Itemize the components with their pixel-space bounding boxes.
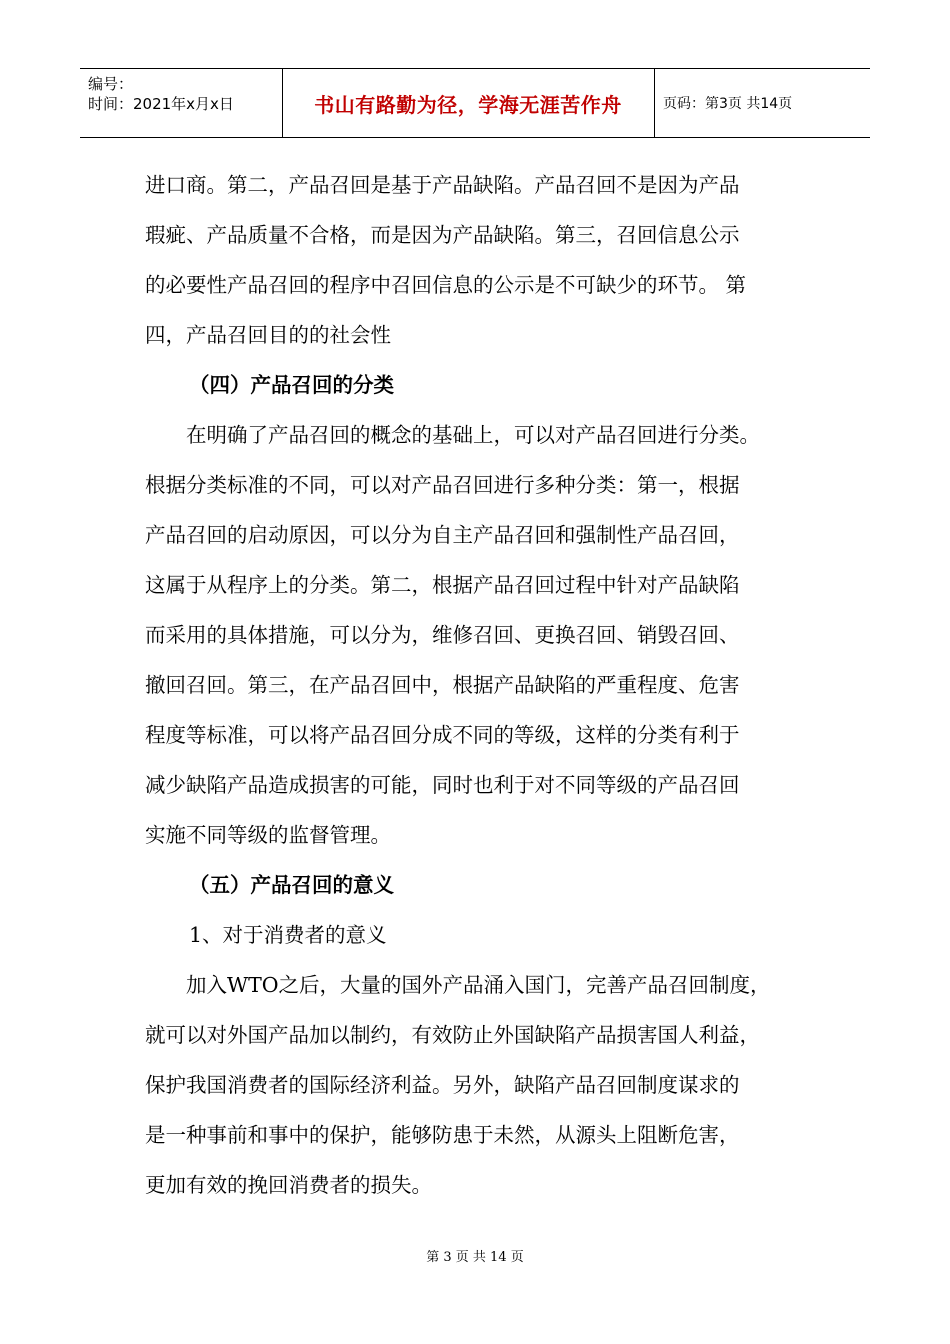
document-number-label: 编号： (88, 75, 134, 93)
section-heading: （五）产品召回的意义 (189, 873, 394, 897)
body-line: 的必要性产品召回的程序中召回信息的公示是不可缺少的环节。 第 (145, 273, 747, 297)
body-line: 四，产品召回目的的社会性 (145, 323, 391, 347)
body-line: 加入WTO之后，大量的国外产品涌入国门，完善产品召回制度， (186, 973, 771, 997)
body-line: 更加有效的挽回消费者的损失。 (145, 1173, 432, 1197)
body-line: 保护我国消费者的国际经济利益。另外，缺陷产品召回制度谋求的 (145, 1073, 740, 1097)
header-page-cell (655, 69, 870, 137)
subsection-heading: 1、对于消费者的意义 (189, 923, 387, 947)
page-footer: 第 3 页 共 14 页 (426, 1250, 524, 1265)
body-line: 而采用的具体措施，可以分为，维修召回、更换召回、销毁召回、 (145, 623, 740, 647)
body-line: 是一种事前和事中的保护，能够防患于未然，从源头上阻断危害， (145, 1123, 740, 1147)
body-line: 根据分类标准的不同，可以对产品召回进行多种分类：第一，根据 (145, 473, 740, 497)
body-line: 减少缺陷产品造成损害的可能，同时也利于对不同等级的产品召回 (145, 773, 740, 797)
body-line: 实施不同等级的监督管理。 (145, 823, 391, 847)
body-line: 撤回召回。第三，在产品召回中，根据产品缺陷的严重程度、危害 (145, 673, 740, 697)
body-line: 这属于从程序上的分类。第二，根据产品召回过程中针对产品缺陷 (145, 573, 740, 597)
body-line: 就可以对外国产品加以制约，有效防止外国缺陷产品损害国人利益， (145, 1023, 760, 1047)
page-header (80, 68, 870, 138)
header-meta-cell (80, 69, 283, 137)
section-heading: （四）产品召回的分类 (189, 373, 394, 397)
body-line: 程度等标准，可以将产品召回分成不同的等级，这样的分类有利于 (145, 723, 740, 747)
header-motto-cell (282, 69, 655, 137)
body-line: 进口商。第二，产品召回是基于产品缺陷。产品召回不是因为产品 (145, 173, 740, 197)
body-line: 瑕疵、产品质量不合格，而是因为产品缺陷。第三，召回信息公示 (145, 223, 740, 247)
document-date-label: 时间：2021年x月x日 (88, 95, 234, 113)
header-motto: 书山有路勤为径，学海无涯苦作舟 (314, 92, 622, 117)
body-line: 在明确了产品召回的概念的基础上，可以对产品召回进行分类。 (186, 423, 760, 447)
body-line: 产品召回的启动原因，可以分为自主产品召回和强制性产品召回， (145, 523, 740, 547)
header-page-info: 页码：第3页 共14页 (663, 96, 793, 112)
